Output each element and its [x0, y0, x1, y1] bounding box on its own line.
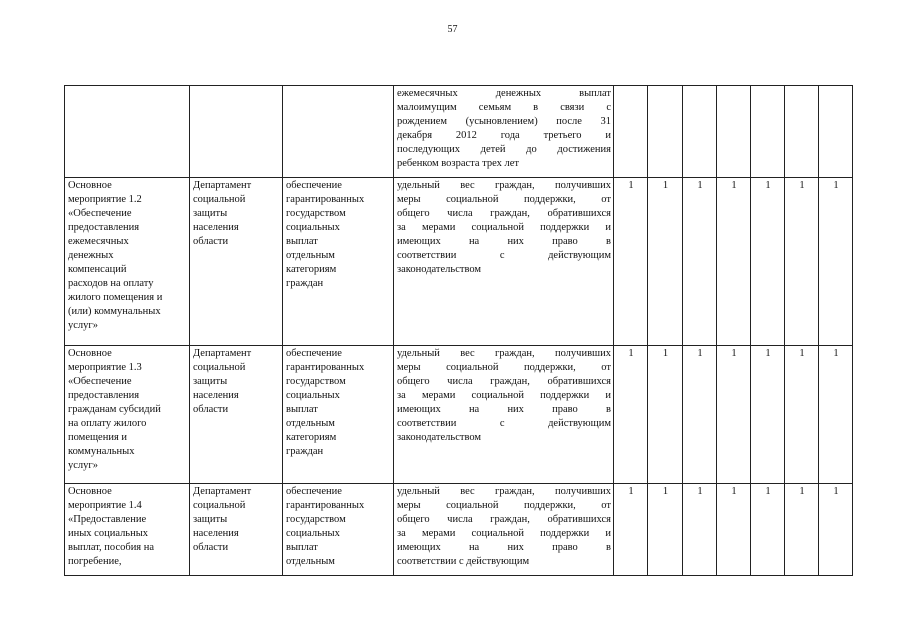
text-line: социальных: [286, 528, 340, 539]
text-line: социальных: [286, 390, 340, 401]
result-cell: [283, 86, 394, 178]
text-line: социальной: [193, 500, 246, 511]
text-line: соответствии с действующим: [397, 250, 611, 261]
text-line: услуг»: [68, 460, 98, 471]
text-line: защиты: [193, 208, 228, 219]
text-line: «Предоставление: [68, 514, 147, 525]
table-row: [65, 484, 853, 576]
text-line: меры социальной поддержки, от: [397, 500, 611, 511]
text-line: категориям: [286, 432, 337, 443]
text-line: ежемесячных денежных выплат: [397, 88, 611, 99]
text-line: общего числа граждан, обратившихся: [397, 208, 611, 219]
text-line: соответствии с действующим: [397, 418, 611, 429]
value-cell: 1: [683, 484, 717, 576]
text-line: мероприятие 1.3: [68, 362, 142, 373]
indicator-cell: [394, 178, 614, 346]
text-line: государством: [286, 208, 346, 219]
value-cell: 1: [819, 484, 853, 576]
text-line: отдельным: [286, 418, 335, 429]
text-line: погребение,: [68, 556, 122, 567]
text-line: граждан: [286, 278, 324, 289]
text-line: предоставления: [68, 390, 140, 401]
text-line: гражданам субсидий: [68, 404, 161, 415]
text-line: Основное: [68, 486, 112, 497]
result-cell: [283, 346, 394, 484]
text-line: соответствии с действующим: [397, 556, 530, 567]
value-cell: 1: [751, 484, 785, 576]
text-line: за мерами социальной поддержки и: [397, 528, 611, 539]
text-line: имеющих на них право в: [397, 404, 611, 415]
text-line: за мерами социальной поддержки и: [397, 390, 611, 401]
text-line: законодательством: [397, 432, 482, 443]
value-cell: [648, 86, 683, 178]
page-number: 57: [447, 24, 458, 35]
text-line: иных социальных: [68, 528, 149, 539]
value-cell: 1: [648, 484, 683, 576]
text-line: области: [193, 236, 229, 247]
text-line: Основное: [68, 180, 112, 191]
text-line: населения: [193, 222, 239, 233]
value-cell: 1: [785, 346, 819, 484]
text-line: мероприятие 1.4: [68, 500, 142, 511]
value-cell: 1: [751, 346, 785, 484]
measure-cell: [65, 484, 190, 576]
text-line: мероприятие 1.2: [68, 194, 142, 205]
text-line: социальной: [193, 362, 246, 373]
text-line: последующих детей до достижения: [397, 144, 611, 155]
text-line: выплат, пособия на: [68, 542, 155, 553]
text-line: обеспечение: [286, 486, 342, 497]
value-cell: [819, 86, 853, 178]
text-line: общего числа граждан, обратившихся: [397, 514, 611, 525]
indicator-cell: [394, 484, 614, 576]
text-line: удельный вес граждан, получивших: [397, 348, 611, 359]
text-line: населения: [193, 528, 239, 539]
text-line: государством: [286, 376, 346, 387]
text-line: населения: [193, 390, 239, 401]
text-line: выплат: [286, 542, 318, 553]
text-line: социальных: [286, 222, 340, 233]
text-line: защиты: [193, 514, 228, 525]
text-line: отдельным: [286, 556, 335, 567]
text-line: коммунальных: [68, 446, 135, 457]
text-line: рождением (усыновлением) после 31: [397, 116, 611, 127]
value-cell: [683, 86, 717, 178]
text-line: ежемесячных: [68, 236, 129, 247]
value-cell: 1: [785, 178, 819, 346]
text-line: денежных: [68, 250, 114, 261]
executor-cell: [190, 484, 283, 576]
text-line: ребенком возраста трех лет: [397, 158, 519, 169]
text-line: области: [193, 404, 229, 415]
text-line: малоимущим семьям в связи с: [397, 102, 611, 113]
text-line: меры социальной поддержки, от: [397, 194, 611, 205]
text-line: (или) коммунальных: [68, 306, 161, 317]
text-line: категориям: [286, 264, 337, 275]
text-line: выплат: [286, 404, 318, 415]
executor-cell: [190, 346, 283, 484]
text-line: гарантированных: [286, 500, 365, 511]
text-line: расходов на оплату: [68, 278, 154, 289]
text-line: законодательством: [397, 264, 482, 275]
text-line: обеспечение: [286, 348, 342, 359]
text-line: меры социальной поддержки, от: [397, 362, 611, 373]
value-cell: 1: [648, 346, 683, 484]
value-cell: 1: [785, 484, 819, 576]
text-line: выплат: [286, 236, 318, 247]
result-cell: [283, 178, 394, 346]
measure-cell: [65, 86, 190, 178]
text-line: имеющих на них право в: [397, 542, 611, 553]
text-line: Департамент: [193, 486, 252, 497]
value-cell: 1: [717, 178, 751, 346]
text-line: услуг»: [68, 320, 98, 331]
text-line: Департамент: [193, 348, 252, 359]
value-cell: 1: [683, 178, 717, 346]
text-line: области: [193, 542, 229, 553]
measure-cell: [65, 178, 190, 346]
text-line: компенсаций: [68, 264, 127, 275]
text-line: обеспечение: [286, 180, 342, 191]
text-line: гарантированных: [286, 194, 365, 205]
table-row: [65, 178, 853, 346]
text-line: удельный вес граждан, получивших: [397, 180, 611, 191]
text-line: Основное: [68, 348, 112, 359]
value-cell: 1: [614, 346, 648, 484]
value-cell: 1: [717, 484, 751, 576]
table-row: [65, 346, 853, 484]
executor-cell: [190, 178, 283, 346]
text-line: имеющих на них право в: [397, 236, 611, 247]
text-line: предоставления: [68, 222, 140, 233]
value-cell: 1: [683, 346, 717, 484]
value-cell: 1: [717, 346, 751, 484]
indicator-cell: [394, 346, 614, 484]
executor-cell: [190, 86, 283, 178]
value-cell: 1: [751, 178, 785, 346]
text-line: на оплату жилого: [68, 418, 147, 429]
value-cell: [751, 86, 785, 178]
text-line: жилого помещения и: [68, 292, 163, 303]
text-line: помещения и: [68, 432, 128, 443]
text-line: граждан: [286, 446, 324, 457]
value-cell: 1: [614, 178, 648, 346]
text-line: защиты: [193, 376, 228, 387]
text-line: социальной: [193, 194, 246, 205]
value-cell: 1: [819, 346, 853, 484]
measure-cell: [65, 346, 190, 484]
indicator-cell: [394, 86, 614, 178]
text-line: отдельным: [286, 250, 335, 261]
measures-table: [64, 85, 853, 576]
value-cell: [717, 86, 751, 178]
text-line: государством: [286, 514, 346, 525]
table-row: [65, 86, 853, 178]
text-line: за мерами социальной поддержки и: [397, 222, 611, 233]
text-line: «Обеспечение: [68, 208, 132, 219]
value-cell: 1: [614, 484, 648, 576]
value-cell: 1: [819, 178, 853, 346]
text-line: «Обеспечение: [68, 376, 132, 387]
text-line: удельный вес граждан, получивших: [397, 486, 611, 497]
text-line: общего числа граждан, обратившихся: [397, 376, 611, 387]
value-cell: [785, 86, 819, 178]
text-line: Департамент: [193, 180, 252, 191]
text-line: декабря 2012 года третьего и: [397, 130, 611, 141]
result-cell: [283, 484, 394, 576]
value-cell: 1: [648, 178, 683, 346]
value-cell: [614, 86, 648, 178]
text-line: гарантированных: [286, 362, 365, 373]
